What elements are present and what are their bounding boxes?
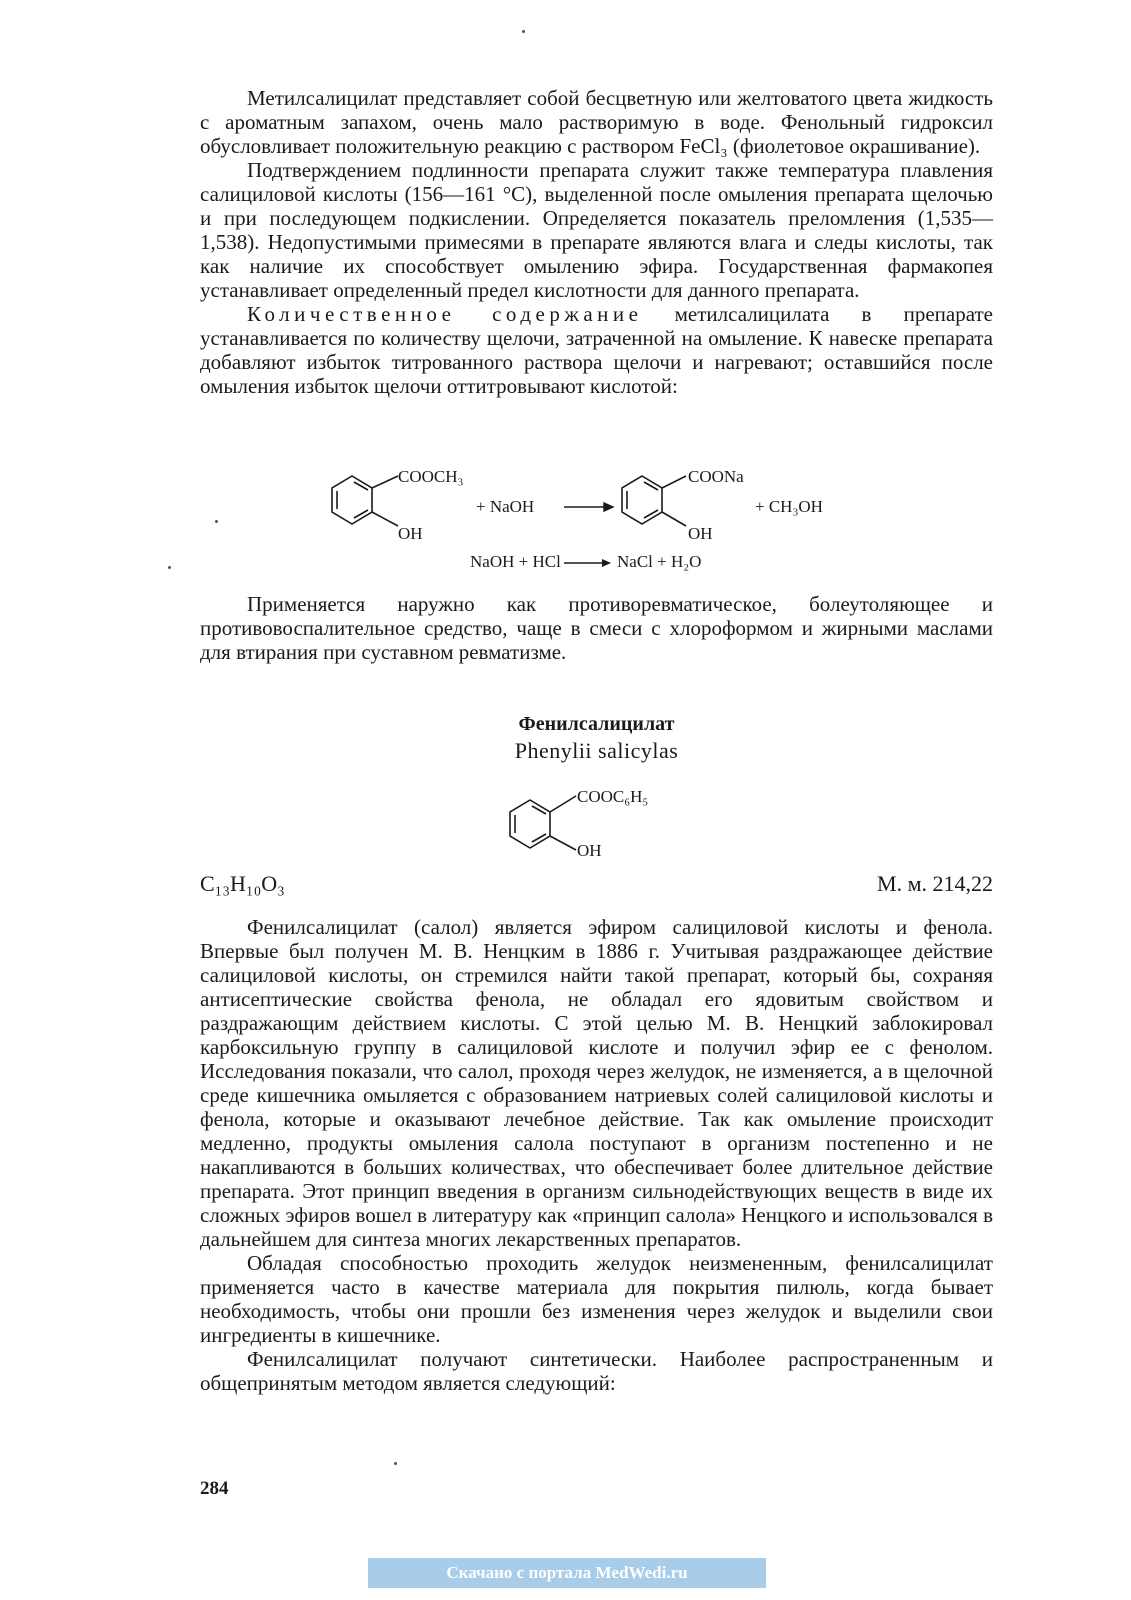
section-heading xyxy=(200,713,993,764)
benzene-ring-product xyxy=(622,476,686,526)
scan-speck xyxy=(168,566,171,569)
scan-speck xyxy=(522,30,525,33)
reaction-2-right: NaCl + H₂O xyxy=(617,552,702,571)
paragraph-pill-coating: Обладая способностью проходить желудок неизмененным, фенилсалицилат применяется часто в качестве материала для покрытия пилюль, когда бывает необходимость, чтобы они прошли без изменения через желудок и выделили свои ингредиенты в кишечнике. xyxy=(200,1251,993,1347)
quantitative-text: метилсалицилата в препарате устанавливается по количеству щелочи, затраченной на омыление. К навеске препарата добавляют избыток титрованного раствора щелочи и нагревают; оставшийся после омыления избыток щелочи оттитровывают кислотой: xyxy=(200,302,993,398)
section-title: Фенилсалицилат xyxy=(518,713,675,735)
scan-speck xyxy=(215,520,218,523)
page-number: 284 xyxy=(200,1478,229,1499)
paragraph-history: Фенилсалицилат (салол) является эфиром салициловой кислоты и фенола. Впервые был получен М. В. Ненцким в 1886 г. Учитывая раздражающее действие салициловой кислоты, он стремился найти такой препарат, который бы, сохраняя антисептические свойства фенола, не обладал его ядовитым свойством и раздражающим действием кислоты. С этой целью М. В. Ненцкий заблокировал карбоксильную группу в салициловой кислоте и получил эфир ее с фенолом. Исследования показали, что салол, проходя через желудок, не изменяется, а в щелочной среде кишечника омыляется с образованием натриевых солей салициловой кислоты и фенола, которые и оказывают лечебное действие. Так как омыление происходит медленно, продукты омыления салола поступают в организм постепенно и не накапливаются в больших количествах, что обеспечивает более длительное действие препарата. Этот принцип введения в организм сильнодействующих веществ в виде их сложных эфиров вошел в литературу как «принцип салола» Ненцкого и использовался в дальнейшем для синтеза многих лекарственных препаратов. xyxy=(200,915,993,1251)
top-text-block xyxy=(200,86,993,398)
structure-substituent-hydroxyl: OH xyxy=(577,841,602,860)
download-banner[interactable]: Скачано с портала MedWedi.ru xyxy=(368,1558,766,1588)
bottom-text-block xyxy=(200,915,993,1395)
reactant-substituent-ester: COOCH₃ xyxy=(398,467,464,486)
paragraph-identification: Подтверждением подлинности препарата служит также температура плавления салициловой кислоты (156—161 °С), выделенной после омыления препарата щелочью и при последующем подкислении. Определяется показатель преломления (1,535—1,538). Недопустимыми примесями в препарате являются влага и следы кислоты, так как наличие их способствует омылению эфира. Государственная фармакопея устанавливает определенный предел кислотности для данного препарата. xyxy=(200,158,993,302)
paragraph-quantitative xyxy=(200,302,993,398)
arrow-reaction-2 xyxy=(564,556,612,570)
molecular-mass: М. м. 214,22 xyxy=(877,871,993,896)
benzene-ring-reactant xyxy=(332,476,398,526)
reagent-naoh: + NaOH xyxy=(476,497,535,516)
structure-substituent-ester: COOC₆H₅ xyxy=(577,787,649,806)
scan-speck xyxy=(394,1462,397,1465)
paragraph-synthesis: Фенилсалицилат получают синтетически. Наиболее распространенным и общепринятым методом является следующий: xyxy=(200,1347,993,1395)
spaced-heading: Количественное содержание xyxy=(247,302,643,326)
reactant-substituent-hydroxyl: OH xyxy=(398,524,423,543)
byproduct-methanol: + CH₃OH xyxy=(755,497,823,516)
arrow-reaction-1 xyxy=(564,503,613,511)
product-substituent-hydroxyl: OH xyxy=(688,524,713,543)
product-substituent-salt: COONa xyxy=(688,467,744,486)
section-latin-name: Phenylii salicylas xyxy=(514,738,679,763)
use-text-block xyxy=(200,592,993,664)
paragraph-description: Метилсалицилат представляет собой бесцветную или желтоватого цвета жидкость с ароматным запахом, очень мало растворимую в воде. Фенольный гидроксил обусловливает положительную реакцию с раствором FeCl₃ (фиолетовое окрашивание). xyxy=(200,86,993,158)
reaction-2-left: NaOH + HCl xyxy=(470,552,561,571)
molecular-formula: C₁₃H₁₀O₃ xyxy=(200,871,285,896)
paragraph-application: Применяется наружно как противоревматическое, болеутоляющее и противовоспалительное средство, чаще в смеси с хлороформом и жирными маслами для втирания при суставном ревматизме. xyxy=(200,592,993,664)
